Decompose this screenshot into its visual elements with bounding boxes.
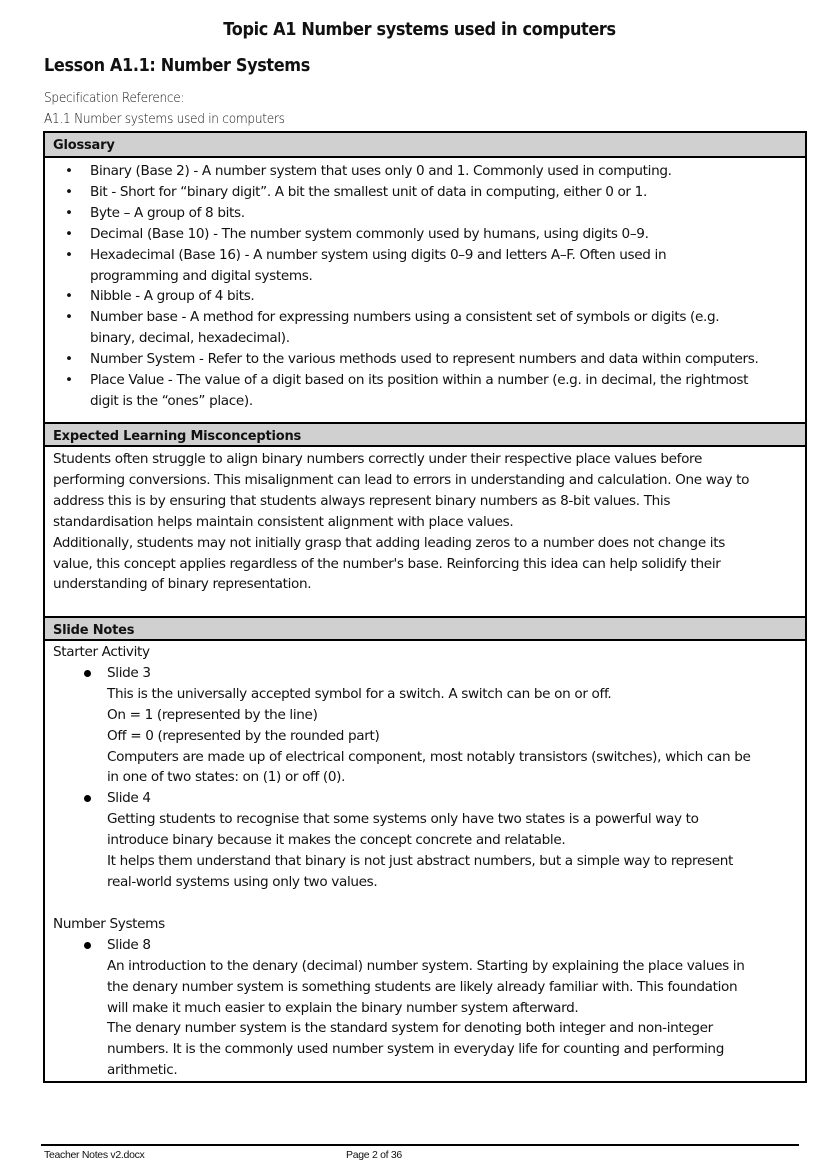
glossary-item-text: Number System - Refer to the various methods used to represent numbers and data within computers.: [90, 351, 759, 368]
slide-label: Slide 4: [107, 790, 151, 807]
glossary-item-text: Decimal (Base 10) - The number system commonly used by humans, using digits 0–9.: [90, 225, 649, 242]
slide-note-line: On = 1 (represented by the line): [107, 706, 318, 723]
slide-note-line: introduce binary because it makes the concept concrete and relatable.: [107, 832, 566, 849]
misconception-text-line: understanding of binary representation.: [53, 576, 312, 593]
misconceptions-header: Expected Learning Misconceptions: [45, 422, 805, 447]
glossary-item-text: binary, decimal, hexadecimal).: [90, 330, 290, 347]
topic-title: Topic A1 Number systems used in computers: [223, 20, 616, 40]
glossary-item: [45, 307, 805, 349]
misconception-text-line: Students often struggle to align binary numbers correctly under their respective place values before: [53, 451, 703, 467]
bullet-icon: •: [65, 309, 73, 326]
glossary-list: [45, 158, 805, 422]
glossary-item-text: digit is the “ones” place).: [90, 392, 253, 409]
slide-note-line: It helps them understand that binary is not just abstract numbers, but a simple way to represent: [107, 853, 734, 870]
slide-note-line: This is the universally accepted symbol for a switch. A switch can be on or off.: [107, 685, 612, 702]
misconception-text-line: Additionally, students may not initially grasp that adding leading zeros to a number does not change its: [53, 534, 725, 551]
bullet-icon: •: [65, 204, 73, 221]
bullet-icon: [84, 942, 91, 949]
bullet-icon: •: [65, 372, 73, 389]
glossary-item-text: Binary (Base 2) - A number system that uses only 0 and 1. Commonly used in computing.: [90, 163, 672, 179]
bullet-icon: [84, 795, 91, 802]
glossary-item: [45, 182, 805, 203]
glossary-header: Glossary: [45, 133, 805, 158]
slide-notes-header: Slide Notes: [45, 616, 805, 641]
footer-page-indicator: Page 2 of 36: [346, 1149, 402, 1161]
slide-note-line: will make it much easier to explain the binary number system afterward.: [107, 999, 579, 1016]
glossary-item: [45, 161, 805, 182]
slide-note-item: [53, 935, 805, 1081]
glossary-item: [45, 245, 805, 287]
slide-section-title: Number Systems: [53, 915, 165, 932]
spec-reference-value: A1.1 Number systems used in computers: [44, 112, 285, 127]
slide-notes-body: [45, 641, 805, 1081]
slide-note-line: Computers are made up of electrical component, most notably transistors (switches), which can be: [107, 748, 751, 765]
slide-note-line: in one of two states: on (1) or off (0).: [107, 769, 346, 786]
slide-note-line: numbers. It is the commonly used number system in everyday life for counting and performing: [107, 1041, 724, 1058]
misconception-text-line: value, this concept applies regardless of the number's base. Reinforcing this idea can help solidify their: [53, 555, 721, 572]
slide-note-line: the denary number system is something students are likely already familiar with. This foundation: [107, 978, 738, 995]
bullet-icon: •: [65, 351, 73, 368]
glossary-item-text: Hexadecimal (Base 16) - A number system using digits 0–9 and letters A–F. Often used in: [90, 246, 667, 263]
bullet-icon: [84, 670, 91, 677]
misconceptions-body: [45, 447, 805, 616]
slide-note-item: [53, 788, 805, 893]
glossary-item: [45, 370, 805, 412]
slide-section-title: Starter Activity: [53, 644, 150, 660]
glossary-item-text: Byte – A group of 8 bits.: [90, 204, 245, 221]
glossary-item-text: programming and digital systems.: [90, 267, 313, 284]
slide-note-item: [53, 663, 805, 788]
bullet-icon: •: [65, 183, 73, 200]
slide-note-line: Getting students to recognise that some systems only have two states is a powerful way to: [107, 811, 699, 828]
misconception-text-line: standardisation helps maintain consistent alignment with place values.: [53, 513, 514, 530]
lesson-title: Lesson A1.1: Number Systems: [44, 56, 310, 76]
glossary-item: [45, 224, 805, 245]
slide-note-line: arithmetic.: [107, 1062, 178, 1079]
glossary-item: [45, 349, 805, 370]
slide-note-line: An introduction to the denary (decimal) number system. Starting by explaining the place values in: [107, 957, 745, 974]
lesson-notes-table: [43, 131, 807, 1083]
glossary-item: [45, 203, 805, 224]
footer-filename: Teacher Notes v2.docx: [44, 1149, 145, 1161]
spec-reference-label: Specification Reference:: [44, 91, 185, 106]
slide-note-line: The denary number system is the standard system for denoting both integer and non-integer: [107, 1020, 713, 1037]
bullet-icon: •: [65, 225, 73, 242]
glossary-item-text: Place Value - The value of a digit based on its position within a number (e.g. in decimal, the rightmost: [90, 372, 749, 389]
section-spacer: [53, 893, 805, 914]
glossary-item-text: Nibble - A group of 4 bits.: [90, 288, 255, 305]
glossary-item: [45, 286, 805, 307]
slide-label: Slide 8: [107, 936, 151, 953]
footer-divider: [41, 1144, 799, 1146]
bullet-icon: •: [65, 163, 73, 179]
slide-note-line: real-world systems using only two values.: [107, 873, 378, 890]
misconception-text-line: address this is by ensuring that students always represent binary numbers as 8-bit values. This: [53, 492, 671, 509]
slide-note-line: Off = 0 (represented by the rounded part): [107, 727, 380, 744]
bullet-icon: •: [65, 288, 73, 305]
misconception-text-line: performing conversions. This misalignment can lead to errors in understanding and calculation. One way to: [53, 471, 750, 488]
slide-label: Slide 3: [107, 664, 151, 681]
glossary-item-text: Number base - A method for expressing numbers using a consistent set of symbols or digits (e.g.: [90, 309, 720, 326]
bullet-icon: •: [65, 246, 73, 263]
glossary-item-text: Bit - Short for “binary digit”. A bit the smallest unit of data in computing, either 0 or 1.: [90, 183, 647, 200]
